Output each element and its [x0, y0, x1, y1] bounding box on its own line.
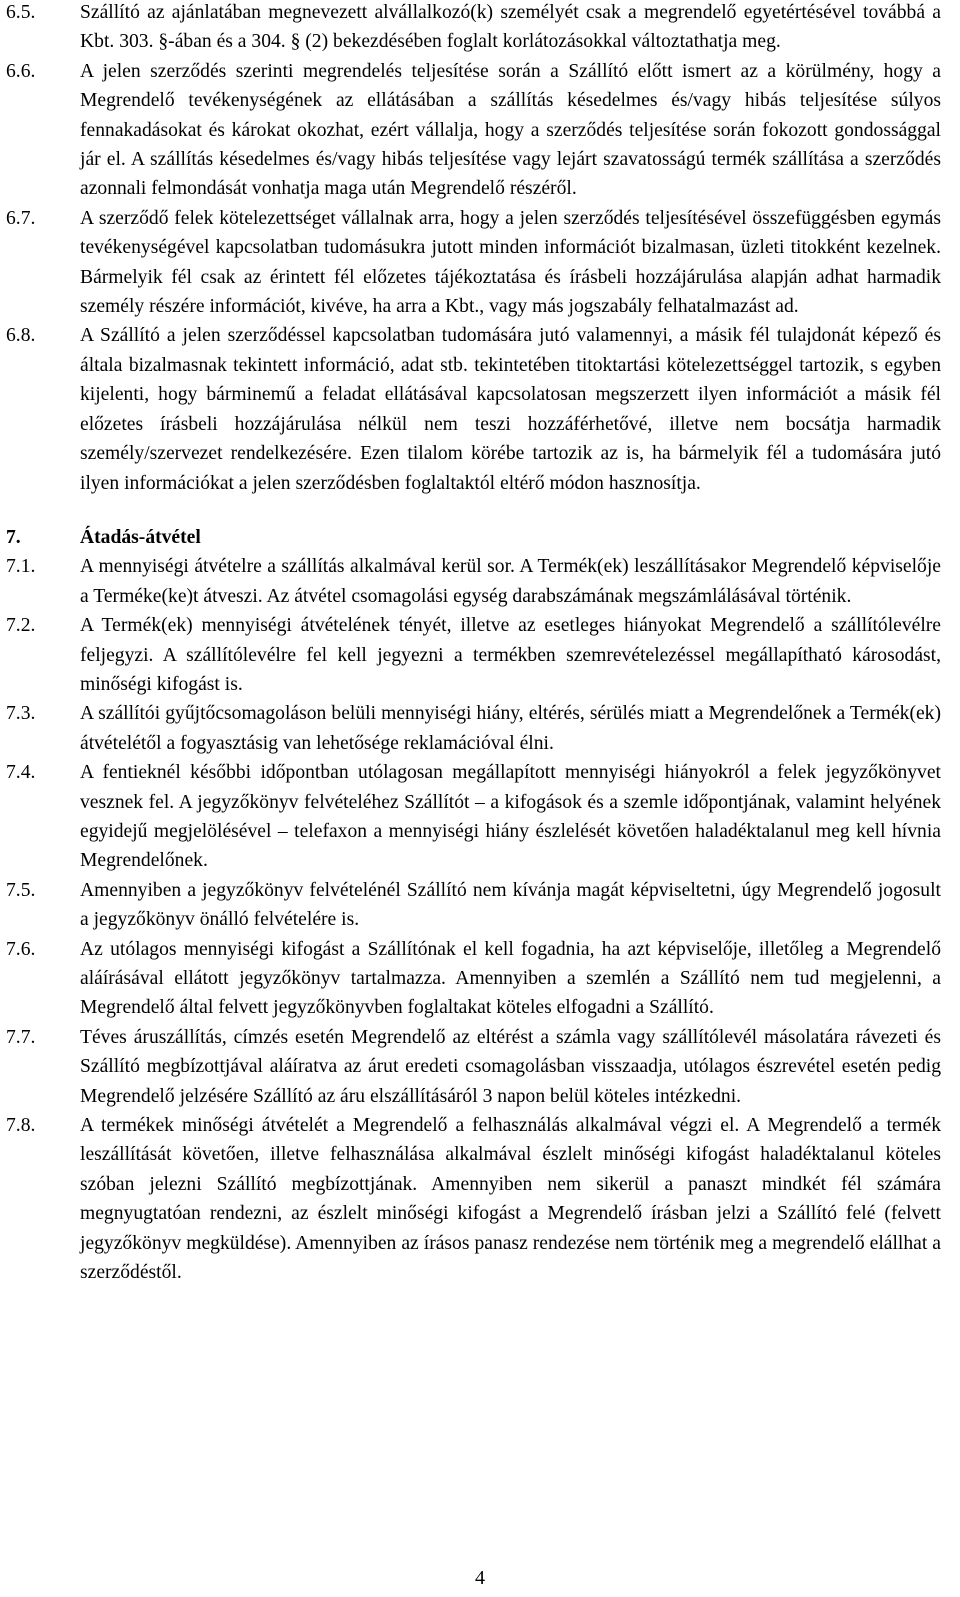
document-body [6, 0, 941, 1287]
clause-6-6 [6, 57, 941, 204]
page-number: 4 [475, 1567, 485, 1589]
clause-number: 6.6. [6, 60, 36, 82]
clause-text: A fentieknél későbbi időpontban utólagosan megállapított mennyiségi hiányokról a felek jegyzőkönyvet vesznek fel. A jegyzőkönyv felvételéhez Szállítót – a kifogások és a szemle időpontjának, valamint helyének egyidejű megjelölésével – telefaxon a mennyiségi hiány észlelését követően haladéktalanul meg kell hívnia Megrendelőnek. [80, 762, 941, 872]
clause-7-8 [6, 1111, 941, 1287]
clause-text: A Szállító a jelen szerződéssel kapcsolatban tudomására jutó valamennyi, a másik fél tulajdonát képező és általa bizalmasnak tekintett információ, adat stb. tekintetében titoktartási kötelezettséggel tartozik, s egyben kijelenti, hogy bárminemű a feladat ellátásával kapcsolatosan megszerzett ilyen információt a másik fél előzetes írásbeli hozzájárulása nélkül nem teszi hozzáférhetővé, illetve nem bocsátja harmadik személy/szervezet rendelkezésére. Ezen tilalom körébe tartozik az is, ha bármelyik fél a tudomására jutó ilyen információkat a jelen szerződésben foglaltaktól eltérő módon hasznosítja. [80, 325, 941, 494]
section-heading-7 [6, 523, 941, 552]
clause-7-4 [6, 758, 941, 876]
clause-text: Szállító az ajánlatában megnevezett alvállalkozó(k) személyét csak a megrendelő egyetértésével továbbá a Kbt. 303. §-ában és a 304. § (2) bekezdésében foglalt korlátozásokkal változtathatja meg. [80, 2, 941, 53]
clause-text: A mennyiségi átvételre a szállítás alkalmával kerül sor. A Termék(ek) leszállításakor Megrendelő képviselője a Terméke(ke)t átveszi. Az átvétel csomagolási egység darabszámának megszámlálásával történik. [80, 556, 941, 607]
clause-text: A Termék(ek) mennyiségi átvételének tényét, illetve az esetleges hiányokat Megrendelő a szállítólevélre feljegyzi. A szállítólevélre fel kell jegyezni a termékben szemrevételezéssel megállapítható károsodást, minőségi kifogást is. [80, 615, 941, 695]
clause-6-8 [6, 321, 941, 497]
clause-number: 6.5. [6, 2, 36, 23]
clause-text: Amennyiben a jegyzőkönyv felvételénél Szállító nem kívánja magát képviseltetni, úgy Megrendelő jogosult a jegyzőkönyv önálló felvételére is. [80, 879, 941, 931]
clause-number: 7.1. [6, 556, 36, 578]
clause-text: A termékek minőségi átvételét a Megrendelő a felhasználás alkalmával végzi el. A Megrendelő a termék leszállítását követően, illetve felhasználása alkalmával észlelt minőségi kifogást haladéktalanul köteles szóban jelezni Szállító megbízottjának. Amennyiben nem sikerül a panaszt mindkét fél számára megnyugtatóan rendezni, az észlelt minőségi kifogást a Megrendelő írásban jelzi a Szállító felé (felvett jegyzőkönyv megküldése). Amennyiben az írásos panasz rendezése nem történik meg a megrendelő elállhat a szerződéstől. [80, 1115, 941, 1284]
clause-6-7 [6, 204, 941, 322]
clause-7-7 [6, 1023, 941, 1111]
clause-number: 7.8. [6, 1115, 36, 1137]
clause-7-6 [6, 935, 941, 1023]
clause-text: Téves áruszállítás, címzés esetén Megrendelő az eltérést a számla vagy szállítólevél másolatára rávezeti és Szállító megbízottjával aláíratva az árut eredeti csomagolásban visszaadja, utólagos észrevétel esetén pedig Megrendelő jelzésére Szállító az áru elszállításáról 3 napon belül köteles intézkedni. [80, 1026, 941, 1107]
clause-number: 6.8. [6, 325, 36, 347]
clause-7-1 [6, 552, 941, 611]
clause-number: 7.6. [6, 938, 36, 960]
clause-number: 7.3. [6, 703, 36, 725]
section-title: Átadás-átvétel [80, 526, 201, 548]
clause-7-3 [6, 699, 941, 758]
clause-number: 7.5. [6, 879, 36, 901]
clause-text: A szerződő felek kötelezettséget vállalnak arra, hogy a jelen szerződés teljesítésével összefüggésben egymás tevékenységével kapcsolatban tudomásukra jutott minden információt bizalmasan, üzleti titokként kezelnek. Bármelyik fél csak az érintett fél előzetes tájékoztatása és írásbeli hozzájárulása alapján adhat harmadik személy részére információt, kivéve, ha arra a Kbt., vagy más jogszabály felhatalmazást ad. [80, 207, 941, 318]
clause-number: 6.7. [6, 207, 36, 229]
clause-text: Az utólagos mennyiségi kifogást a Szállítónak el kell fogadnia, ha azt képviselője, illetőleg a Megrendelő aláírásával ellátott jegyzőkönyv tartalmazza. Amennyiben a szemlén a Szállító nem tud megjelenni, a Megrendelő által felvett jegyzőkönyvben foglaltakat köteles elfogadni a Szállító. [80, 938, 941, 1019]
clause-number: 7.2. [6, 615, 36, 637]
clause-number: 7.7. [6, 1026, 36, 1048]
clause-text: A jelen szerződés szerinti megrendelés teljesítése során a Szállító előtt ismert az a körülmény, hogy a Megrendelő tevékenységének az ellátásában a szállítás késedelmes és/vagy hibás teljesítése súlyos fennakadásokat és károkat okozhat, ezért vállalja, hogy a szerződés teljesítése során fokozott gondossággal jár el. A szállítás késedelmes és/vagy hibás teljesítése vagy lejárt szavatosságú termék szállítása a szerződés azonnali felmondását vonhatja maga után Megrendelő részéről. [80, 60, 941, 200]
clause-7-2 [6, 611, 941, 699]
clause-7-5 [6, 876, 941, 935]
clause-text: A szállítói gyűjtőcsomagoláson belüli mennyiségi hiány, eltérés, sérülés miatt a Megrendelőnek a Termék(ek) átvételétől a fogyasztásig van lehetősége reklamációval élni. [80, 703, 941, 754]
clause-6-5 [6, 0, 941, 57]
section-number: 7. [6, 526, 21, 548]
clause-number: 7.4. [6, 762, 36, 784]
